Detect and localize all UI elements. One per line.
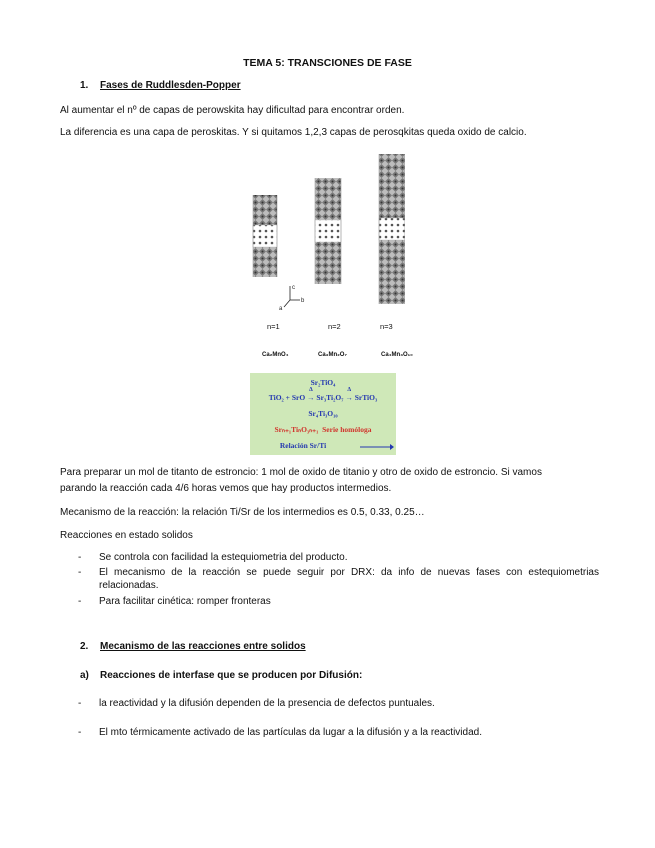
eq-line-1: Sr₂TiO₄ [310,378,336,387]
section-2-title: Mecanismo de las reacciones entre solidos [100,641,306,652]
eq-reactants: TiO₂ + SrO [268,393,306,402]
section-1-number: 1. [80,80,89,91]
axis-c-label: c [292,285,295,291]
bullet-2-1: la reactividad y la difusión dependen de la presencia de defectos puntuales. [99,698,435,709]
bullet-dash: - [78,552,82,563]
formula-n2: Ca₃Mn₂O₇ [318,352,347,358]
paragraph-4: Mecanismo de la reacción: la relación Ti/Sr de los intermedios es 0.5, 0.33, 0.25… [60,507,425,518]
delta-1: Δ [309,387,313,393]
relacion-arrow-icon [360,444,394,450]
crystal-structure-figure [245,150,405,335]
eq-general-formula: Srₙ₊₁TiₙO₃ₙ₊₁ [274,425,319,434]
formula-n3: Ca₄Mn₃O₁₀ [381,352,413,358]
subsection-a-label: a) [80,670,89,681]
bullet-dash: - [78,727,82,738]
structure-n2 [315,178,341,284]
axis-b-label: b [301,298,305,304]
subsection-a-title: Reacciones de interfase que se producen por Difusión: [100,670,363,681]
label-n2: n=2 [328,322,341,331]
bullet-1-2: El mecanismo de la reacción se puede seguir por DRX: da info de nuevas fases con estequiometrias relacionadas. [99,567,599,591]
section-1-title: Fases de Ruddlesden-Popper [100,80,241,91]
bullet-1-3: Para facilitar cinética: romper fronteras [99,596,271,607]
paragraph-5: Reacciones en estado solidos [60,530,193,541]
label-n1: n=1 [267,322,280,331]
page-title: TEMA 5: TRANSCIONES DE FASE [243,57,412,69]
formula-n1: Ca₂MnO₄ [262,352,289,358]
eq-line-2 [250,387,396,402]
label-n3: n=3 [380,322,393,331]
axes-indicator [279,285,305,312]
paragraph-1: Al aumentar el nº de capas de perowskita hay dificultad para encontrar orden. [60,105,405,116]
eq-intermediate: Sr₃Ti₂O₇ [316,393,344,402]
paragraph-3-line-1: Para preparar un mol de titanto de estroncio: 1 mol de oxido de titanio y otro de oxido de estroncio. Si vamos [60,467,542,478]
paragraph-2: La diferencia es una capa de peroskitas. Y si quitamos 1,2,3 capas de perosqkitas queda oxido de calcio. [60,127,527,138]
section-2-heading [80,641,306,652]
section-2-number: 2. [80,641,89,652]
eq-arrow-2: Δ → [345,387,353,402]
eq-line-3: Sr₄Ti₃O₁₀ [308,409,338,418]
eq-serie-homologa: Serie homóloga [322,425,372,434]
delta-2: Δ [347,387,352,393]
paragraph-3-line-2: parando la reacción cada 4/6 horas vemos que hay productos intermedios. [60,483,392,494]
axis-a-label: a [279,306,283,312]
bullet-dash: - [78,596,82,607]
structure-n3 [379,154,405,304]
bullet-dash: - [78,567,82,578]
bullet-2-2: El mto térmicamente activado de las partículas da lugar a la difusión y a la reactividad. [99,727,482,738]
subsection-a-heading [80,670,362,681]
eq-arrow-1: Δ → [307,387,315,402]
eq-line-5 [230,441,376,450]
reaction-equation-box [250,373,396,455]
eq-line-4 [250,425,396,434]
eq-relacion-label: Relación Sr/Ti [279,441,327,450]
eq-product: SrTiO₃ [354,393,378,402]
structure-n1 [253,195,277,277]
bullet-dash: - [78,698,82,709]
bullet-1-1: Se controla con facilidad la estequiometria del producto. [99,552,348,563]
section-1-heading [80,80,241,91]
